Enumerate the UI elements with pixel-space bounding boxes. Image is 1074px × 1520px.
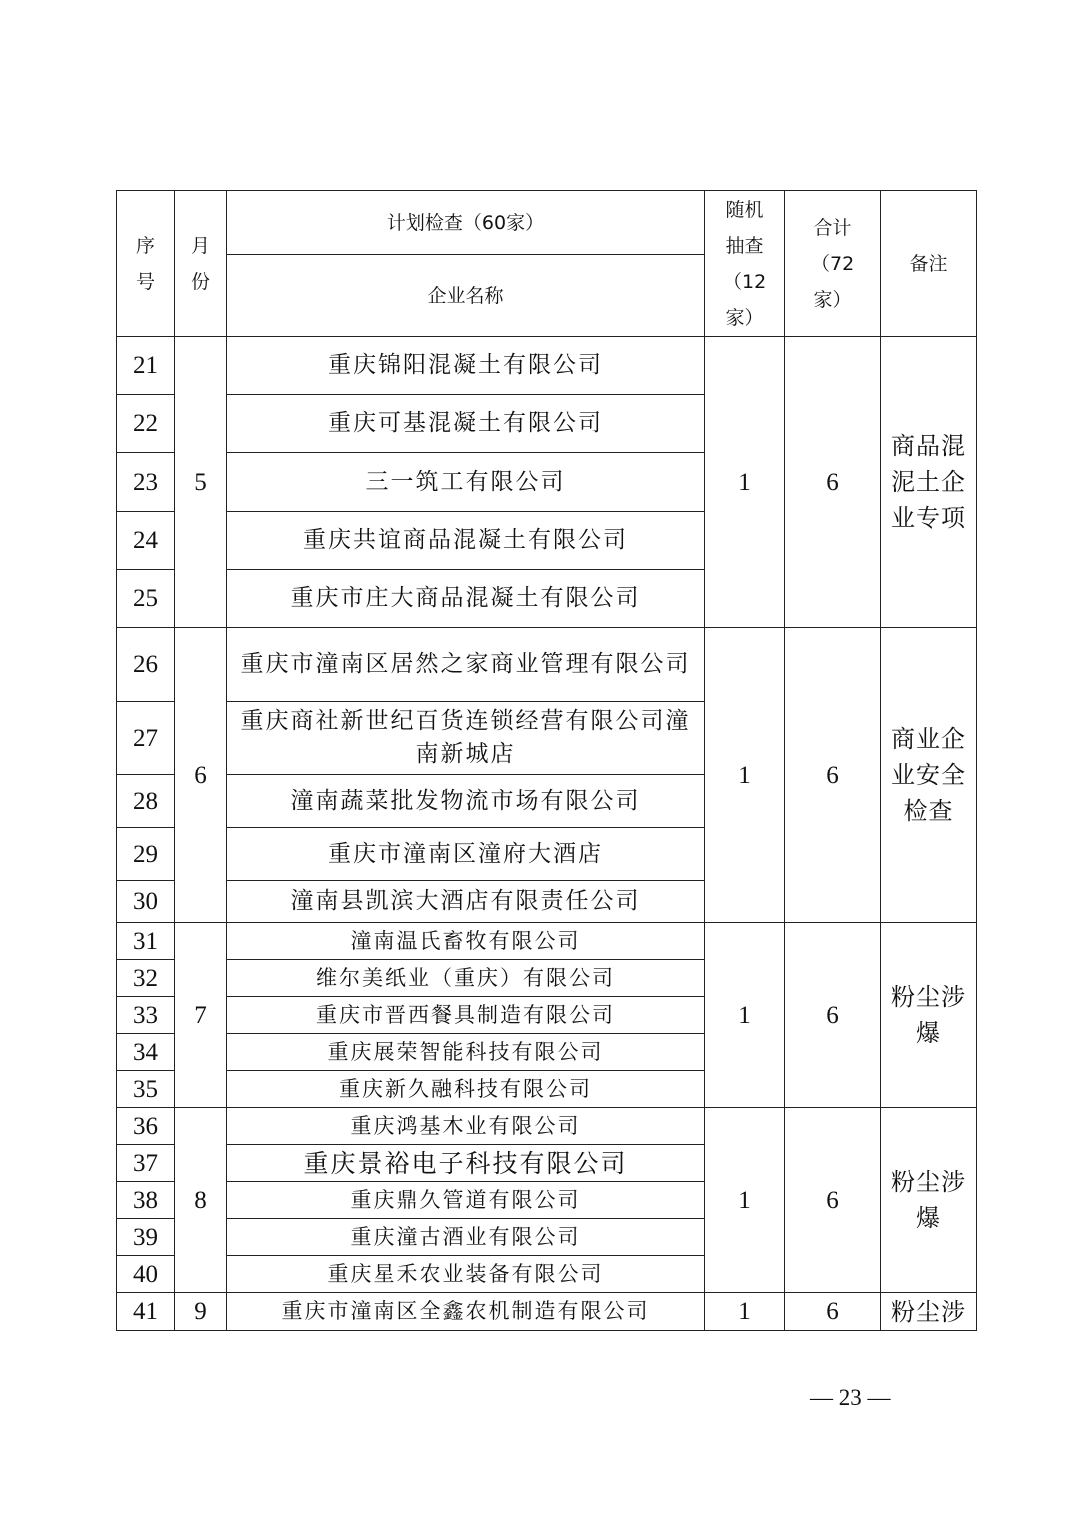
row-number: 36 bbox=[117, 1108, 175, 1145]
total-count: 6 bbox=[785, 337, 881, 628]
header-seq: 序号 bbox=[117, 191, 175, 337]
header-plan: 计划检查（60家） bbox=[227, 191, 705, 255]
random-count: 1 bbox=[705, 923, 785, 1108]
random-count: 1 bbox=[705, 1108, 785, 1293]
total-count: 6 bbox=[785, 1293, 881, 1331]
header-total: 合计（72家） bbox=[785, 191, 881, 337]
company-name: 重庆展荣智能科技有限公司 bbox=[227, 1034, 705, 1071]
random-count: 1 bbox=[705, 1293, 785, 1331]
company-name: 重庆鸿基木业有限公司 bbox=[227, 1108, 705, 1145]
company-name: 重庆商社新世纪百货连锁经营有限公司潼南新城店 bbox=[227, 702, 705, 775]
company-name: 重庆星禾农业装备有限公司 bbox=[227, 1256, 705, 1293]
company-name: 重庆新久融科技有限公司 bbox=[227, 1071, 705, 1108]
remark-cell: 粉尘涉 bbox=[881, 1293, 977, 1331]
row-number: 40 bbox=[117, 1256, 175, 1293]
row-number: 24 bbox=[117, 512, 175, 570]
company-name: 重庆潼古酒业有限公司 bbox=[227, 1219, 705, 1256]
table-row bbox=[117, 628, 977, 702]
row-number: 41 bbox=[117, 1293, 175, 1331]
company-name: 重庆鼎久管道有限公司 bbox=[227, 1182, 705, 1219]
row-number: 35 bbox=[117, 1071, 175, 1108]
month-cell: 6 bbox=[175, 628, 227, 923]
total-count: 6 bbox=[785, 923, 881, 1108]
remark-cell: 粉尘涉爆 bbox=[881, 1108, 977, 1293]
company-name: 潼南县凯滨大酒店有限责任公司 bbox=[227, 881, 705, 923]
row-number: 28 bbox=[117, 775, 175, 828]
month-cell: 9 bbox=[175, 1293, 227, 1331]
month-cell: 5 bbox=[175, 337, 227, 628]
header-company: 企业名称 bbox=[227, 255, 705, 337]
month-cell: 7 bbox=[175, 923, 227, 1108]
row-number: 27 bbox=[117, 702, 175, 775]
row-number: 23 bbox=[117, 453, 175, 512]
total-count: 6 bbox=[785, 628, 881, 923]
row-number: 29 bbox=[117, 828, 175, 881]
company-name: 重庆市晋西餐具制造有限公司 bbox=[227, 997, 705, 1034]
row-number: 21 bbox=[117, 337, 175, 395]
row-number: 31 bbox=[117, 923, 175, 960]
row-number: 26 bbox=[117, 628, 175, 702]
total-count: 6 bbox=[785, 1108, 881, 1293]
company-name: 重庆市庄大商品混凝土有限公司 bbox=[227, 570, 705, 628]
remark-cell: 商业企业安全检查 bbox=[881, 628, 977, 923]
company-name: 三一筑工有限公司 bbox=[227, 453, 705, 512]
company-name: 重庆市潼南区居然之家商业管理有限公司 bbox=[227, 628, 705, 702]
row-number: 37 bbox=[117, 1145, 175, 1182]
row-number: 22 bbox=[117, 395, 175, 453]
table-row bbox=[117, 1293, 977, 1331]
company-name: 重庆市潼南区潼府大酒店 bbox=[227, 828, 705, 881]
row-number: 33 bbox=[117, 997, 175, 1034]
page-number: — 23 — bbox=[810, 1385, 891, 1410]
row-number: 34 bbox=[117, 1034, 175, 1071]
company-name: 重庆可基混凝土有限公司 bbox=[227, 395, 705, 453]
row-number: 30 bbox=[117, 881, 175, 923]
table-row bbox=[117, 923, 977, 960]
remark-cell: 商品混泥土企业专项 bbox=[881, 337, 977, 628]
row-number: 39 bbox=[117, 1219, 175, 1256]
row-number: 32 bbox=[117, 960, 175, 997]
random-count: 1 bbox=[705, 337, 785, 628]
company-name: 维尔美纸业（重庆）有限公司 bbox=[227, 960, 705, 997]
row-number: 25 bbox=[117, 570, 175, 628]
table-row bbox=[117, 1108, 977, 1145]
row-number: 38 bbox=[117, 1182, 175, 1219]
table-row bbox=[117, 337, 977, 395]
company-name: 重庆景裕电子科技有限公司 bbox=[227, 1145, 705, 1182]
company-name: 重庆市潼南区全鑫农机制造有限公司 bbox=[227, 1293, 705, 1331]
remark-cell: 粉尘涉爆 bbox=[881, 923, 977, 1108]
random-count: 1 bbox=[705, 628, 785, 923]
company-name: 潼南蔬菜批发物流市场有限公司 bbox=[227, 775, 705, 828]
month-cell: 8 bbox=[175, 1108, 227, 1293]
header-month: 月份 bbox=[175, 191, 227, 337]
company-name: 重庆共谊商品混凝土有限公司 bbox=[227, 512, 705, 570]
company-name: 潼南温氏畜牧有限公司 bbox=[227, 923, 705, 960]
header-random: 随机抽查（12家） bbox=[705, 191, 785, 337]
inspection-plan-table bbox=[116, 190, 977, 1331]
header-remark: 备注 bbox=[881, 191, 977, 337]
company-name: 重庆锦阳混凝土有限公司 bbox=[227, 337, 705, 395]
